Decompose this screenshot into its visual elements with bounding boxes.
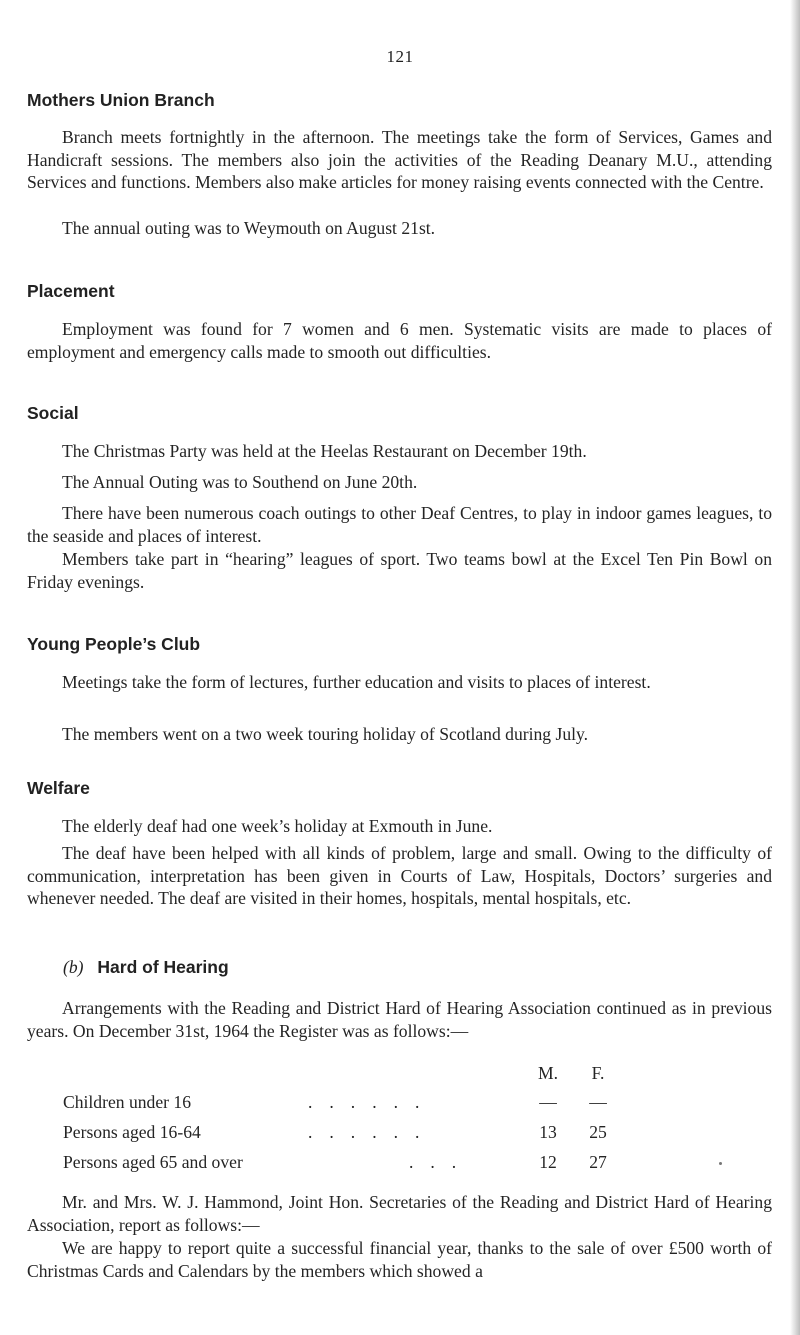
column-header-female: F. — [591, 1063, 605, 1083]
placement-paragraph-1: Employment was found for 7 women and 6 men. Systematic visits are made to places of employment and emergency calls made to smooth out difficulties. — [27, 319, 772, 362]
social-paragraph-4: Members take part in “hearing” leagues of sport. Two teams bowl at the Excel Ten Pin Bowl on Friday evenings. — [27, 549, 772, 592]
heading-placement: Placement — [27, 281, 115, 301]
row-male-count: 12 — [539, 1152, 557, 1172]
heading-mothers-union: Mothers Union Branch — [27, 90, 215, 110]
row-female-count: 25 — [589, 1122, 607, 1142]
row-label: Persons aged 16-64 — [63, 1122, 201, 1142]
row-male-count: 13 — [539, 1122, 557, 1142]
subsection-label: (b) — [63, 957, 84, 977]
row-leader-dots: ... — [409, 1152, 474, 1172]
hard-of-hearing-paragraph-2: Mr. and Mrs. W. J. Hammond, Joint Hon. Secretaries of the Reading and District Hard of Hearing Association, report as follows:— — [27, 1192, 772, 1235]
heading-welfare: Welfare — [27, 778, 90, 798]
register-table-header — [63, 1063, 763, 1087]
social-paragraph-3: There have been numerous coach outings to other Deaf Centres, to play in indoor games leagues, to the seaside and places of interest. — [27, 503, 772, 546]
mothers-union-paragraph-2: The annual outing was to Weymouth on August 21st. — [62, 218, 436, 238]
page-number: 121 — [386, 47, 414, 66]
welfare-paragraph-2: The deaf have been helped with all kinds of problem, large and small. Owing to the difficulty of communication, interpretation has been given in Courts of Law, Hospitals, Doctors’ surgeries and whenever needed. The deaf are visited in their homes, hospitals, mental hospitals, etc. — [27, 843, 772, 909]
hard-of-hearing-paragraph-3: We are happy to report quite a successful financial year, thanks to the sale of over £500 worth of Christmas Cards and Calendars by the members which showed a — [27, 1238, 772, 1281]
page-edge-shadow — [790, 0, 800, 1335]
row-female-count: 27 — [589, 1152, 607, 1172]
print-speck — [719, 1162, 722, 1165]
subheading-hard-of-hearing — [63, 957, 229, 978]
table-row — [63, 1122, 763, 1146]
social-paragraph-2: The Annual Outing was to Southend on June 20th. — [62, 472, 418, 492]
row-leader-dots: ...... — [308, 1122, 437, 1142]
mothers-union-paragraph-1: Branch meets fortnightly in the afternoon. The meetings take the form of Services, Games and Handicraft sessions. The members also join the activities of the Reading Deanary M.U., attending Services and functions. Members also make articles for money raising events connected with the Centre. — [27, 127, 772, 193]
young-people-paragraph-1: Meetings take the form of lectures, further education and visits to places of interest. — [62, 672, 651, 692]
table-row — [63, 1152, 763, 1176]
row-male-count: — — [539, 1092, 557, 1112]
young-people-paragraph-2: The members went on a two week touring holiday of Scotland during July. — [62, 724, 589, 744]
table-row — [63, 1092, 763, 1116]
row-leader-dots: ...... — [308, 1092, 437, 1112]
row-label: Children under 16 — [63, 1092, 192, 1112]
social-paragraph-1: The Christmas Party was held at the Heelas Restaurant on December 19th. — [62, 441, 587, 461]
heading-social: Social — [27, 403, 79, 423]
column-header-male: M. — [537, 1063, 559, 1083]
welfare-paragraph-1: The elderly deaf had one week’s holiday at Exmouth in June. — [62, 816, 493, 836]
hard-of-hearing-paragraph-1: Arrangements with the Reading and District Hard of Hearing Association continued as in previous years. On December 31st, 1964 the Register was as follows:— — [27, 998, 772, 1041]
heading-young-peoples-club: Young People’s Club — [27, 634, 201, 654]
subsection-title: Hard of Hearing — [97, 957, 229, 977]
row-female-count: — — [589, 1092, 607, 1112]
row-label: Persons aged 65 and over — [63, 1152, 243, 1172]
